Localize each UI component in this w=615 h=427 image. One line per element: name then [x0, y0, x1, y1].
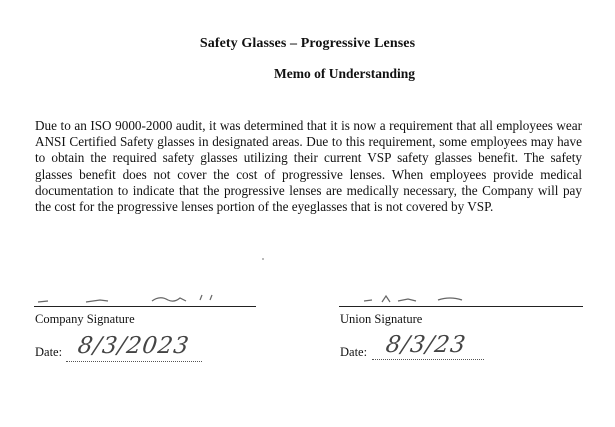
company-signature-line	[34, 306, 256, 307]
company-signature-scribble	[34, 292, 259, 306]
document-title: Safety Glasses – Progressive Lenses	[199, 36, 416, 51]
company-date-underline	[66, 361, 202, 362]
union-date-underline	[372, 359, 484, 360]
document-subtitle: Memo of Understanding	[274, 66, 415, 81]
union-signature-scribble	[338, 292, 583, 306]
union-signature-line	[339, 306, 583, 307]
scan-speck	[262, 258, 264, 260]
union-signature-label: Union Signature	[340, 312, 423, 326]
company-date-label: Date:	[35, 345, 63, 359]
company-date-handwritten: 8/3/2023	[76, 333, 192, 359]
union-date-label: Date:	[340, 345, 368, 359]
union-date-handwritten: 8/3/23	[384, 332, 468, 358]
memo-body-paragraph: Due to an ISO 9000-2000 audit, it was determined that it is now a requirement that all employees wear ANSI Certified Safety glasses in designated areas. Due to this requirement, some employees may have to obtain the required safety glasses utilizing their current VSP safety glasses benefit. The safety glasses benefit does not cover the cost of progressive lenses. When employees provide medical documentation to indicate that the progressive lenses are medically necessary, the Company will pay the cost for the progressive lenses portion of the eyeglasses that is not covered by VSP.	[35, 118, 582, 215]
company-signature-label: Company Signature	[35, 312, 135, 326]
